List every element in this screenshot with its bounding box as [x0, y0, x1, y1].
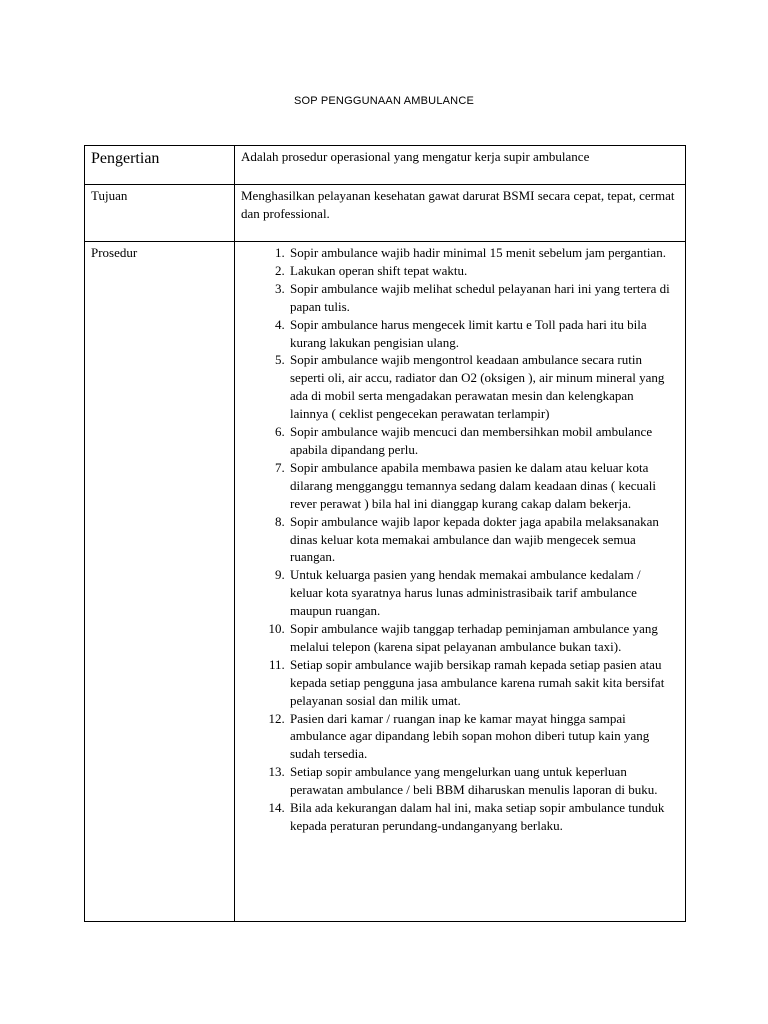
prosedur-step: 14. Bila ada kekurangan dalam hal ini, maka setiap sopir ambulance tunduk kepada peraturan perundang-undanganyang berlaku. [288, 799, 673, 835]
row-prosedur [85, 242, 686, 922]
prosedur-step: 9. Untuk keluarga pasien yang hendak memakai ambulance kedalam / keluar kota syaratnya harus lunas administrasibaik tarif ambulance maupun ruangan. [288, 566, 673, 620]
prosedur-step: 12. Pasien dari kamar / ruangan inap ke kamar mayat hingga sampai ambulance agar dipandang lebih sopan mohon diberi tutup kain yang sudah tersedia. [288, 710, 673, 764]
prosedur-step: 6. Sopir ambulance wajib mencuci dan membersihkan mobil ambulance apabila dipandang perlu. [288, 423, 673, 459]
label-tujuan: Tujuan [85, 185, 235, 242]
document-title: SOP PENGGUNAAN AMBULANCE [293, 95, 475, 107]
prosedur-step: 10. Sopir ambulance wajib tanggap terhadap peminjaman ambulance yang melalui telepon (karena sipat pelayanan ambulance bukan taxi). [288, 620, 673, 656]
prosedur-step: 11. Setiap sopir ambulance wajib bersikap ramah kepada setiap pasien atau kepada setiap pengguna jasa ambulance karena rumah sakit kita bersifat pelayanan sosial dan milik umat. [288, 656, 673, 710]
prosedur-step: 2. Lakukan operan shift tepat waktu. [288, 262, 673, 280]
prosedur-step: 7. Sopir ambulance apabila membawa pasien ke dalam atau keluar kota dilarang mengganggu temannya sedang dalam keadaan dinas ( kecuali rever perawat ) bila hal ini dianggap kurang cakap dalam bekerja. [288, 459, 673, 513]
sop-table [84, 145, 686, 922]
prosedur-steps-list [241, 244, 679, 835]
label-pengertian: Pengertian [85, 146, 235, 185]
prosedur-content [235, 242, 686, 922]
row-tujuan [85, 185, 686, 242]
prosedur-step: 13. Setiap sopir ambulance yang mengelurkan uang untuk keperluan perawatan ambulance / beli BBM diharuskan menulis laporan di buku. [288, 763, 673, 799]
prosedur-step: 8. Sopir ambulance wajib lapor kepada dokter jaga apabila melaksanakan dinas keluar kota memakai ambulance dan wajib mengecek semua ruangan. [288, 513, 673, 567]
prosedur-step: 1. Sopir ambulance wajib hadir minimal 15 menit sebelum jam pergantian. [288, 244, 673, 262]
prosedur-step: 5. Sopir ambulance wajib mengontrol keadaan ambulance secara rutin seperti oli, air accu, radiator dan O2 (oksigen ), air minum mineral yang ada di mobil serta mengadakan perawatan mesin dan kelengkapan lainnya ( ceklist pengecekan perawatan terlampir) [288, 351, 673, 423]
text-tujuan: Menghasilkan pelayanan kesehatan gawat darurat BSMI secara cepat, tepat, cermat dan professional. [235, 185, 686, 242]
row-pengertian [85, 146, 686, 185]
prosedur-step: 4. Sopir ambulance harus mengecek limit kartu e Toll pada hari itu bila kurang lakukan pengisian ulang. [288, 316, 673, 352]
prosedur-step: 3. Sopir ambulance wajib melihat schedul pelayanan hari ini yang tertera di papan tulis. [288, 280, 673, 316]
text-pengertian: Adalah prosedur operasional yang mengatur kerja supir ambulance [235, 146, 686, 185]
label-prosedur: Prosedur [85, 242, 235, 922]
